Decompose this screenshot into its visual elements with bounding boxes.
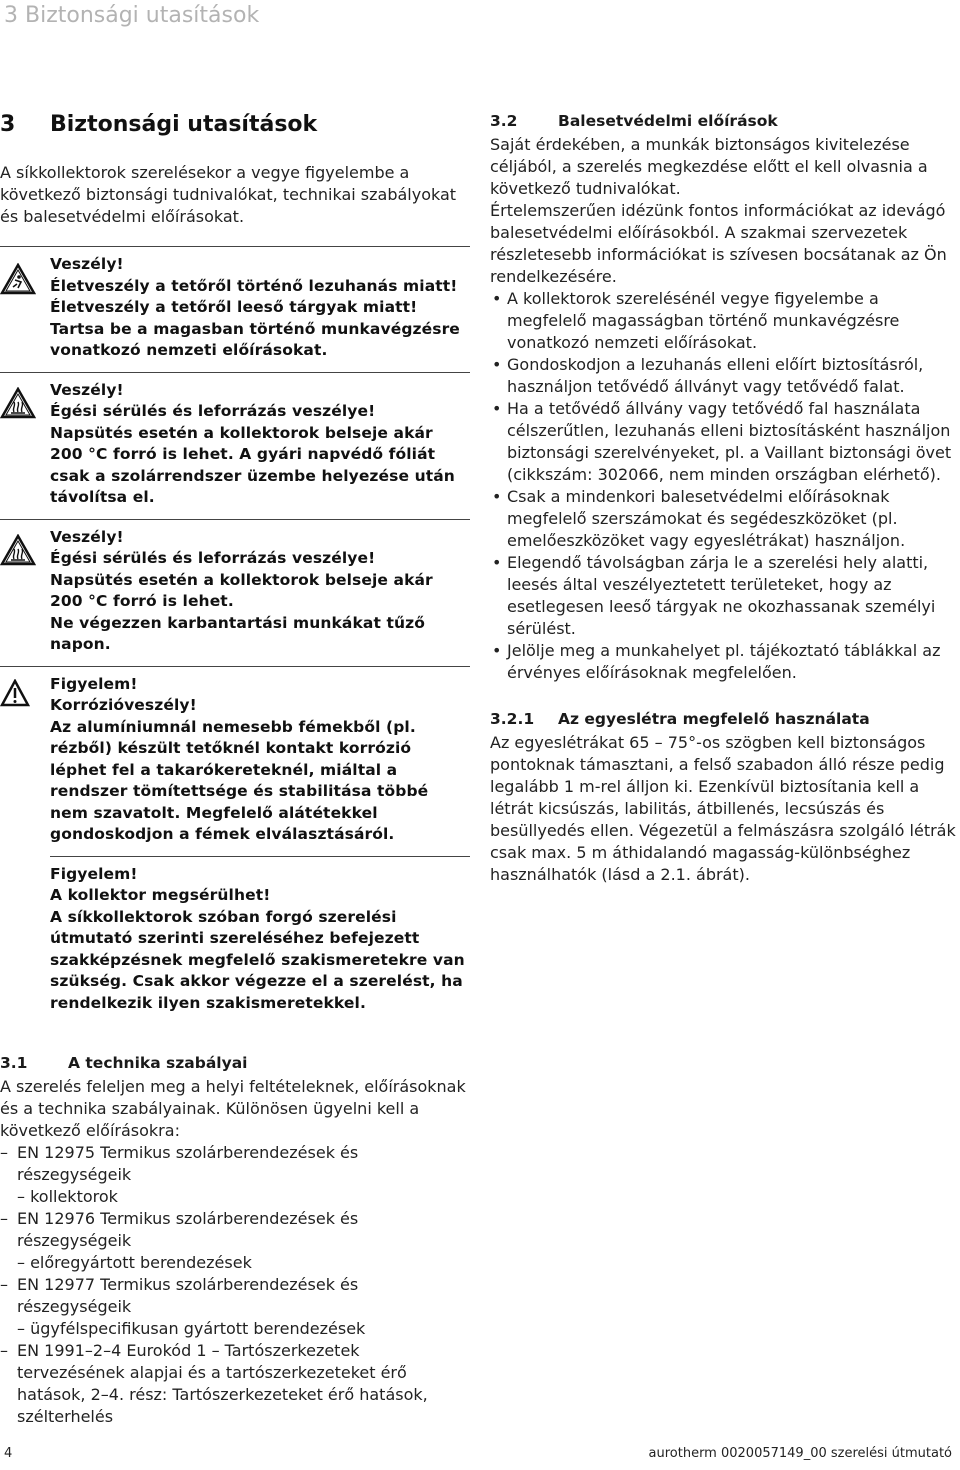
section-number: 3 — [0, 112, 16, 137]
falling-hazard-icon — [0, 263, 40, 297]
section-number: 3.2.1 — [490, 710, 535, 728]
warning-block-5 — [50, 856, 470, 1015]
warning-text — [50, 373, 470, 509]
right-column — [490, 112, 960, 886]
warning-line: Tartsa be a magasban történő munkavégzésre vonatkozó nemzeti előírásokat. — [50, 319, 460, 359]
list-item: • Ha a tetővédő állvány vagy tetővédő fal használata célszerűtlen, lezuhanás elleni biztosításként használjon biztonsági szerelvényeket, pl. a Vaillant biztonsági övet (cikkszám: 302066, nem minden országban elérhető). — [492, 399, 952, 484]
warning-line: Korrózióveszély! — [50, 696, 197, 714]
standard-name: EN 12975 Termikus szolárberendezések és részegységeik — [17, 1143, 359, 1184]
list-item: • Jelölje meg a munkahelyet pl. tájékoztató táblákkal az érvényes előírásoknak megfelelően. — [492, 641, 941, 682]
standard-sub: – ügyfélspecifikusan gyártott berendezések — [17, 1319, 366, 1338]
list-item: • Elegendő távolságban zárja le a szerelési hely alatti, leesés által veszélyeztetett területeket, hogy az esetlegesen leeső tárgyak ne okozhassanak személyi sérülést. — [492, 553, 936, 638]
list-item: – EN 12975 Termikus szolárberendezések és részegységeik – kollektorok — [0, 1142, 470, 1208]
list-item: • Csak a mindenkori balesetvédelmi előírásoknak megfelelő szerszámokat és segédeszközöket (pl. emelőeszközöket vagy egyeslétrákat) használjon. — [492, 487, 906, 550]
section-title: Az egyeslétra megfelelő használata — [558, 710, 870, 728]
section-3-1 — [0, 1054, 470, 1428]
warning-text — [50, 667, 470, 846]
section-title: Biztonsági utasítások — [50, 112, 318, 137]
section-3-heading — [0, 112, 470, 142]
warning-text — [50, 247, 470, 362]
page-number: 4 — [4, 1446, 13, 1461]
warning-block-2 — [0, 372, 470, 509]
section-3-2-paragraph-1: Saját érdekében, a munkák biztonságos kivitelezése céljából, a szerelés megkezdése előtt el kell olvasnia a következő tudnivalókat. — [490, 135, 928, 198]
warning-text — [50, 857, 470, 1015]
running-header-title: 3 Biztonsági utasítások — [4, 3, 260, 28]
warning-line: Életveszély a tetőről történő lezuhanás miatt! — [50, 276, 458, 295]
exclamation-warning-icon — [0, 679, 40, 713]
warning-line: Égési sérülés és leforrázás veszélye! — [50, 549, 376, 567]
section-3-2-heading — [490, 112, 960, 134]
warning-line: Égési sérülés és leforrázás veszélye! — [50, 402, 376, 420]
standard-name: EN 12977 Termikus szolárberendezések és részegységeik — [17, 1275, 359, 1316]
hot-surface-icon — [0, 534, 40, 568]
warning-title: Veszély! — [50, 255, 124, 273]
warning-title: Figyelem! — [50, 674, 138, 693]
safety-bullets — [490, 288, 960, 684]
warning-line: Ne végezzen karbantartási munkákat tűző napon. — [50, 613, 425, 653]
running-header — [0, 0, 960, 36]
standards-list — [0, 1142, 470, 1428]
section-number: 3.2 — [490, 112, 518, 130]
document-id: aurotherm 0020057149_00 szerelési útmutató — [648, 1446, 952, 1461]
list-item: – EN 12977 Termikus szolárberendezések és részegységeik – ügyfélspecifikusan gyártott berendezések — [0, 1274, 470, 1340]
hot-surface-icon — [0, 387, 40, 421]
warning-block-1 — [0, 246, 470, 362]
list-item: – EN 12976 Termikus szolárberendezések és részegységeik – előregyártott berendezések — [0, 1208, 470, 1274]
section-3-2-1-heading — [490, 710, 960, 732]
warning-block-4 — [0, 666, 470, 846]
standard-sub: – kollektorok — [17, 1187, 118, 1206]
warning-title: Veszély! — [50, 527, 124, 546]
list-item: • Gondoskodjon a lezuhanás elleni előírt biztosításról, használjon tetővédő állványt vagy tetővédő falat. — [492, 355, 924, 396]
standard-name: EN 12976 Termikus szolárberendezések és részegységeik — [17, 1209, 359, 1250]
section-title: A technika szabályai — [68, 1054, 248, 1072]
warning-line: Életveszély a tetőről leeső tárgyak miatt! — [50, 298, 418, 316]
warning-line: Az alumíniumnál nemesebb fémekből (pl. rézből) készült tetőknél kontakt korrózió léphet fel a takarókereteknél, miáltal a rendszer tömítettsége és stabilitása többé nem szavatolt. Megfelelő alátétekkel gondoskodjon a fémek elválasztásáról. — [50, 717, 429, 843]
standard-sub: – előregyártott berendezések — [17, 1253, 252, 1272]
warning-title: Veszély! — [50, 380, 124, 399]
warning-line: Napsütés esetén a kollektorok belseje akár 200 °C forró is lehet. — [50, 570, 433, 610]
section-3-1-heading — [0, 1054, 470, 1076]
warning-line: Napsütés esetén a kollektorok belseje akár 200 °C forró is lehet. A gyári napvédő fóliát csak a szolárrendszer üzembe helyezése után távolítsa el. — [50, 423, 455, 506]
section-number: 3.1 — [0, 1054, 28, 1072]
standard-name: EN 1991–2–4 Eurokód 1 – Tartószerkezetek tervezésének alapjai és a tartószerkezeteket érő hatások, 2–4. rész: Tartószerkezeteket érő hatások, szélterhelés — [17, 1341, 428, 1426]
warning-text — [50, 520, 470, 656]
section-3-1-intro: A szerelés feleljen meg a helyi feltételeknek, előírásoknak és a technika szabályainak. Különösen ügyelni kell a következő előírásokra: — [0, 1077, 466, 1140]
list-item: – EN 1991–2–4 Eurokód 1 – Tartószerkezetek tervezésének alapjai és a tartószerkezeteket érő hatások, 2–4. rész: Tartószerkezeteket érő hatások, szélterhelés — [0, 1341, 428, 1426]
warning-block-3 — [0, 519, 470, 656]
warning-title: Figyelem! — [50, 864, 138, 883]
list-item: • A kollektorok szerelésénél vegye figyelembe a megfelelő magasságban történő munkavégzésre vonatkozó nemzeti előírásokat. — [492, 289, 900, 352]
warning-line: A síkkollektorok szóban forgó szerelési útmutató szerinti szereléséhez befejezett szakképzésnek megfelelő szakismeretekre van szükség. Csak akkor végezze el a szerelést, ha rendelkezik ilyen szakismeretekkel. — [50, 907, 465, 1012]
left-column — [0, 112, 470, 1014]
section-3-2-1-text: Az egyeslétrákat 65 – 75°-os szögben kell biztonságos pontoknak támasztani, a felső szabadon álló része pedig legalább 1 m-rel álljon ki. Ezenkívül biztosítania kell a létrát kicsúszás, labilitás, átbillenés, lecsúszás és besüllyedés ellen. Végezetül a felmászásra szolgáló létrák csak max. 5 m áthidalandó magasság-különbséghez használhatók (lásd a 2.1. ábrát). — [490, 733, 956, 884]
section-3-intro: A síkkollektorok szerelésekor a vegye figyelembe a következő biztonsági tudnivalókat, technikai szabályokat és balesetvédelmi előírásokat. — [0, 163, 457, 226]
warning-line: A kollektor megsérülhet! — [50, 886, 271, 904]
section-title: Balesetvédelmi előírások — [558, 112, 778, 130]
section-3-2-paragraph-2: Értelemszerűen idézünk fontos információkat az idevágó balesetvédelmi előírásokból. A szakmai szervezetek részletesebb információkat is szívesen bocsátanak az Ön rendelkezésére. — [490, 201, 947, 286]
